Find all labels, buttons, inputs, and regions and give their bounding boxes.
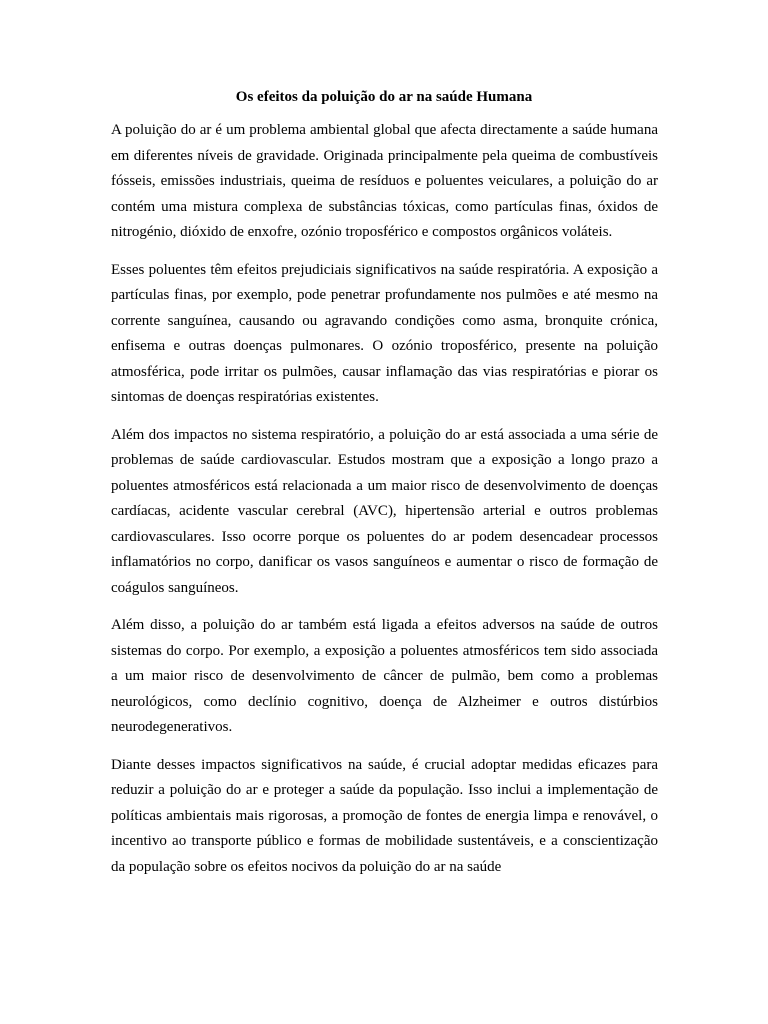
paragraph-1: A poluição do ar é um problema ambiental global que afecta directamente a saúde humana em diferentes níveis de gravidade. Originada principalmente pela queima de combustíveis fósseis, emissões industriais, queima de resíduos e poluentes veiculares, a poluição do ar contém uma mistura complexa de substâncias tóxicas, como partículas finas, óxidos de nitrogénio, dióxido de enxofre, ozónio troposférico e compostos orgânicos voláteis. xyxy=(111,122,658,240)
paragraph-3: Além dos impactos no sistema respiratório, a poluição do ar está associada a uma série de problemas de saúde cardiovascular. Estudos mostram que a exposição a longo prazo a poluentes atmosféricos está relacionada a um maior risco de desenvolvimento de doenças cardíacas, acidente vascular cerebral (AVC), hipertensão arterial e outros problemas cardiovasculares. Isso ocorre porque os poluentes do ar podem desencadear processos inflamatórios no corpo, danificar os vasos sanguíneos e aumentar o risco de formação de coágulos sanguíneos. xyxy=(111,426,658,596)
document-title: Os efeitos da poluição do ar na saúde Humana xyxy=(235,89,533,105)
paragraph-5: Diante desses impactos significativos na saúde, é crucial adoptar medidas eficazes para reduzir a poluição do ar e proteger a saúde da população. Isso inclui a implementação de políticas ambientais mais rigorosas, a promoção de fontes de energia limpa e renovável, o incentivo ao transporte público e formas de mobilidade sustentáveis, e a conscientização da população sobre os efeitos nocivos da poluição do ar na saúde xyxy=(111,756,658,875)
paragraph-2: Esses poluentes têm efeitos prejudiciais significativos na saúde respiratória. A exposição a partículas finas, por exemplo, pode penetrar profundamente nos pulmões e até mesmo na corrente sanguínea, causando ou agravando condições como asma, bronquite crónica, enfisema e outras doenças pulmonares. O ozónio troposférico, presente na poluição atmosférica, pode irritar os pulmões, causar inflamação das vias respiratórias e piorar os sintomas de doenças respiratórias existentes. xyxy=(111,261,658,405)
paragraph-4: Além disso, a poluição do ar também está ligada a efeitos adversos na saúde de outros sistemas do corpo. Por exemplo, a exposição a poluentes atmosféricos tem sido associada a um maior risco de desenvolvimento de câncer de pulmão, bem como a problemas neurológicos, como declínio cognitivo, doença de Alzheimer e outros distúrbios neurodegenerativos. xyxy=(111,617,658,735)
document-body xyxy=(111,118,658,880)
